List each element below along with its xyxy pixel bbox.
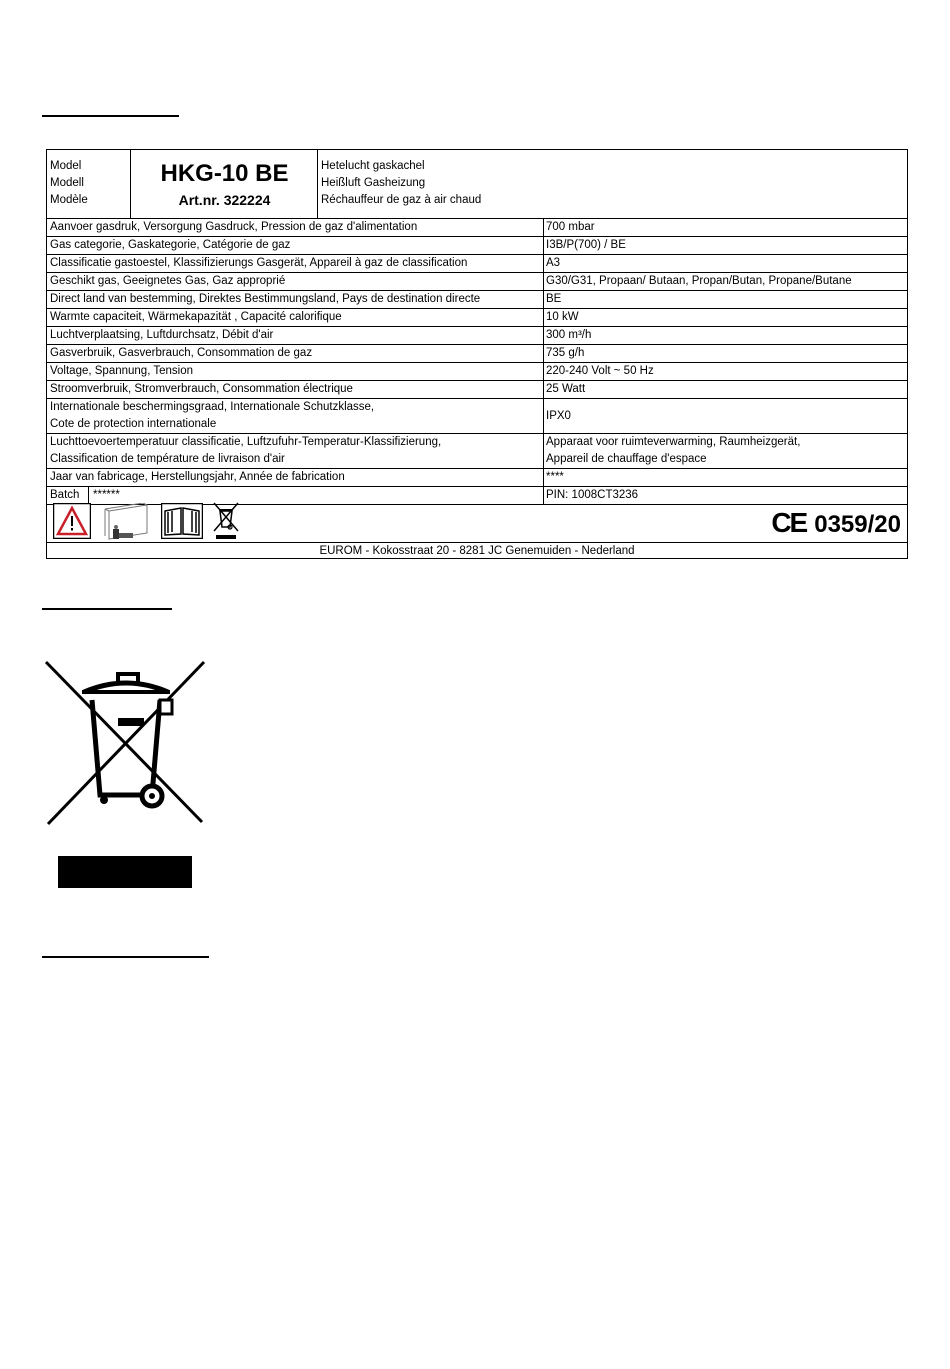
model-name: HKG-10 BE (160, 160, 289, 187)
spec-row (47, 237, 907, 255)
spec-value: I3B/P(700) / BE (546, 239, 626, 251)
spec-value: 10 kW (546, 311, 579, 323)
spec-key: Aanvoer gasdruk, Versorgung Gasdruck, Pression de gaz d'alimentation (47, 219, 544, 236)
spec-key: Geschikt gas, Geeignetes Gas, Gaz approprié (47, 273, 544, 290)
spec-value: A3 (546, 257, 561, 269)
model-label-de: Modell (50, 177, 84, 189)
manufacturer-address: EUROM - Kokosstraat 20 - 8281 JC Genemuiden - Nederland (319, 545, 635, 557)
batch-value: ****** (93, 489, 120, 501)
spec-value (544, 399, 907, 433)
article-number: Art.nr. 322224 (178, 192, 271, 208)
spec-value: **** (546, 471, 564, 483)
protection-key-line-2: Cote de protection internationale (50, 418, 217, 430)
spec-key: Gas categorie, Gaskategorie, Catégorie de gaz (47, 237, 544, 254)
spec-row (47, 255, 907, 273)
batch-label: Batch (50, 487, 89, 504)
spec-row-protection (47, 399, 907, 434)
product-descriptions (318, 150, 907, 218)
model-label-nl: Model (50, 160, 82, 172)
spec-key: Classificatie gastoestel, Klassifizierungs Gasgerät, Appareil à gaz de classification (47, 255, 544, 272)
section-underline-3 (42, 956, 209, 958)
spec-key: Jaar van fabricage, Herstellungsjahr, Année de fabrication (47, 469, 544, 486)
spec-row-year (47, 469, 907, 487)
symbols-row (47, 499, 907, 543)
spec-row (47, 219, 907, 237)
spec-key (47, 434, 544, 468)
temperature-key-line-2: Classification de température de livraison d'air (50, 453, 285, 465)
pin-value: PIN: 1008CT3236 (546, 489, 639, 501)
spec-key: Warmte capaciteit, Wärmekapazität , Capacité calorifique (47, 309, 544, 326)
protection-value: IPX0 (546, 409, 571, 422)
model-label-fr: Modèle (50, 194, 88, 206)
temperature-value-line-2: Appareil de chauffage d'espace (546, 453, 707, 465)
spec-row (47, 327, 907, 345)
spec-key: Voltage, Spannung, Tension (47, 363, 544, 380)
description-fr: Réchauffeur de gaz à air chaud (321, 194, 482, 206)
model-block (132, 150, 318, 218)
description-nl: Hetelucht gaskachel (321, 160, 425, 172)
manual-book-icon (161, 503, 203, 539)
ce-mark (771, 507, 901, 539)
weee-bin-icon (212, 501, 240, 541)
spec-value (544, 434, 907, 468)
section-underline-2 (42, 608, 172, 610)
ce-symbol: CE (771, 507, 807, 538)
spec-value: 700 mbar (546, 221, 595, 233)
spec-value: 735 g/h (546, 347, 585, 359)
warning-icon (53, 503, 91, 539)
spec-key (47, 399, 544, 433)
spec-row (47, 291, 907, 309)
spec-value: G30/G31, Propaan/ Butaan, Propan/Butan, Propane/Butane (546, 275, 852, 287)
spec-row-temperature (47, 434, 907, 469)
rating-label (46, 149, 908, 559)
section-underline-1 (42, 115, 179, 117)
spec-value: 220-240 Volt ~ 50 Hz (546, 365, 654, 377)
notified-body-number: 0359/20 (814, 511, 901, 538)
spec-key: Stroomverbruik, Stromverbrauch, Consommation électrique (47, 381, 544, 398)
spec-row (47, 381, 907, 399)
heater-icon (103, 503, 153, 541)
spec-key: Luchtverplaatsing, Luftdurchsatz, Débit d'air (47, 327, 544, 344)
spec-value: 300 m³/h (546, 329, 592, 341)
weee-disposal-icon (42, 660, 208, 830)
spec-row (47, 345, 907, 363)
label-header (47, 150, 907, 219)
spec-row (47, 273, 907, 291)
protection-key-line-1: Internationale beschermingsgraad, Internationale Schutzklasse, (50, 401, 375, 413)
spec-value: 25 Watt (546, 383, 586, 395)
description-de: Heißluft Gasheizung (321, 177, 426, 189)
model-labels (47, 150, 131, 218)
spec-rows (47, 219, 907, 505)
spec-row (47, 363, 907, 381)
spec-value: BE (546, 293, 562, 305)
weee-date-bar (58, 856, 192, 888)
spec-key: Direct land van bestemming, Direktes Bestimmungsland, Pays de destination directe (47, 291, 544, 308)
temperature-key-line-1: Luchttoevoertemperatuur classificatie, Luftzufuhr-Temperatur-Klassifizierung, (50, 436, 442, 448)
spec-key: Gasverbruik, Gasverbrauch, Consommation de gaz (47, 345, 544, 362)
temperature-value-line-1: Apparaat voor ruimteverwarming, Raumheizgerät, (546, 436, 801, 448)
spec-row (47, 309, 907, 327)
